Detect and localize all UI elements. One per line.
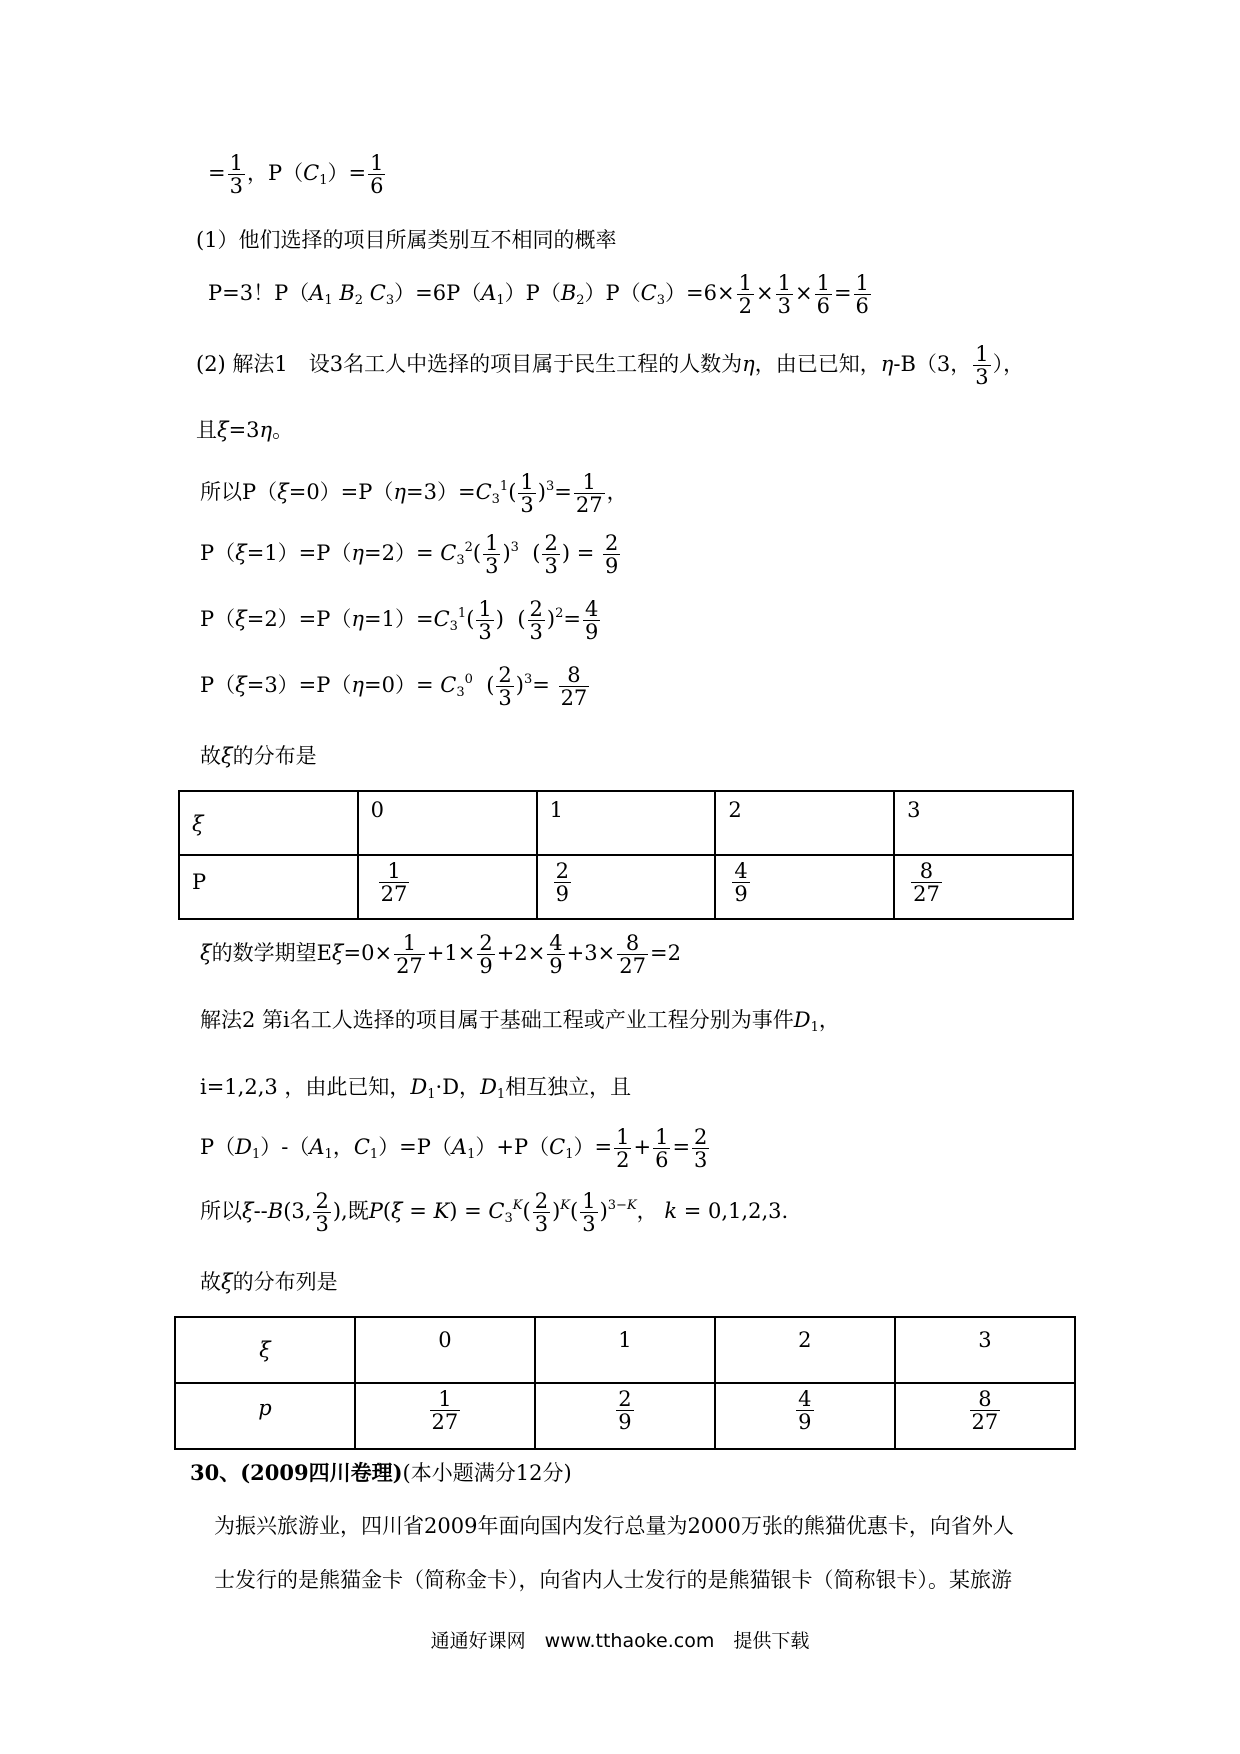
distribution-heading-1: 故ξ的分布是	[200, 744, 317, 768]
question-30-label: 30、(2009四川卷理)	[190, 1460, 403, 1485]
table2-p-3: $\frac{8}{27}$	[971, 1387, 999, 1435]
table2-p-1: $\frac{2}{9}$	[618, 1387, 632, 1435]
table1-xi-1: 1	[549, 798, 563, 822]
table1-xi-3: 3	[907, 798, 921, 822]
p-xi-1: $P(\xi=1)=P(\eta=2)= C_3^2$( $\frac{1}{3}$ )$^3$ ( $\frac{2}{3}$ ) = $\frac{2}{9}$	[200, 531, 619, 579]
distribution-table-2	[174, 1316, 1076, 1450]
table2-p-2: $\frac{4}{9}$	[798, 1387, 812, 1435]
table2-xi-2: 2	[798, 1328, 812, 1352]
question-30-score: (本小题满分12分)	[402, 1461, 572, 1485]
table1-p-0: $\frac{1}{27}$	[380, 859, 408, 907]
p-xi-3: $P(\xi=3)=P(\eta=0)= C_3^0$ ( $\frac{2}{3}$ )$^3$= $\frac{8}{27}$	[200, 663, 588, 711]
distribution-heading-2: 故ξ的分布列是	[200, 1270, 338, 1294]
table1-p-3: $\frac{8}{27}$	[913, 859, 940, 907]
question-30-body-line-2: 士发行的是熊猫金卡（简称金卡），向省内人士发行的是熊猫银卡（简称银卡）。某旅游	[214, 1568, 1012, 1592]
solution-2-d: 所以ξ--B(3, $\frac{2}{3}$ ),既$P(\xi = K) = C_3^K$( $\frac{2}{3}$ )$^K$( $\frac{1}{3}$ )$^{3-K}$， k = 0,1,2,3.	[200, 1189, 789, 1237]
table1-xi-0: 0	[370, 798, 385, 822]
solution-2-a: 解法2 第i名工人选择的项目属于基础工程或产业工程分别为事件$D_1$，	[200, 1008, 840, 1035]
solution-2-b: i=1,2,3 ，由此已知，$D_1\cdot D$，$D_1$相互独立，且	[200, 1075, 632, 1102]
expectation-line: ξ的数学期望Eξ=0× $\frac{1}{27}$ +1× $\frac{2}{9}$ +2× $\frac{4}{9}$ +3× $\frac{8}{27}$ =2	[200, 931, 681, 979]
distribution-table-1	[178, 790, 1074, 920]
page-footer: 通通好课网 www.tthaoke.com 提供下载	[430, 1630, 810, 1652]
question-part-1: (1）他们选择的项目所属类别互不相同的概率	[196, 228, 617, 252]
p-xi-0: 所以$P(\xi=0)=P(\eta=3)=C_3^1$( $\frac{1}{3}$ )$^3$= $\frac{1}{27}$ ，	[200, 470, 628, 518]
solution-1-and: 且ξ=3η。	[196, 418, 294, 442]
table2-p-0: $\frac{1}{27}$	[431, 1387, 459, 1435]
table1-p-1: $\frac{2}{9}$	[555, 859, 569, 907]
table1-xi-2: 2	[728, 798, 742, 822]
formula-probability-distinct: P=3！$P(A_1$ $B_2$ $C_3)=6P(A_1)P(B_2)P(C_3)=6\times$ $\frac{1}{2}$ × $\frac{1}{3}$ × $\frac{1}{6}$ = $\frac{1}{6}$	[208, 271, 869, 319]
table1-p-2: $\frac{4}{9}$	[734, 859, 748, 907]
table1-xi-header: ξ	[192, 812, 204, 836]
table1-p-header: P	[192, 870, 207, 894]
solution-1-intro: (2) 解法1 设3名工人中选择的项目属于民生工程的人数为η，由已已知，η-B（3， $\frac{1}{3}$ ），	[196, 342, 1025, 390]
p-xi-2: $P(\xi=2)=P(\eta=1)=C_3^1$( $\frac{1}{3}$ ) ( $\frac{2}{3}$ )$^2$= $\frac{4}{9}$	[200, 597, 599, 645]
table2-xi-1: 1	[618, 1328, 632, 1352]
solution-2-c: $P(D_1)-(A_1$，$C_1)=P(A_1)+P(C_1)=$ $\frac{1}{2}$ + $\frac{1}{6}$ = $\frac{2}{3}$	[200, 1125, 708, 1173]
table2-xi-header: ξ	[259, 1338, 271, 1362]
formula-line-1: = $\frac{1}{3}$ ，$P(C_1)=$ $\frac{1}{6}$	[208, 151, 384, 199]
table2-xi-0: 0	[438, 1328, 452, 1352]
table2-xi-3: 3	[978, 1328, 992, 1352]
question-30-body-line-1: 为振兴旅游业，四川省2009年面向国内发行总量为2000万张的熊猫优惠卡，向省外人	[214, 1514, 1014, 1538]
table2-p-header: p	[258, 1396, 272, 1420]
question-30-heading	[190, 1460, 572, 1486]
